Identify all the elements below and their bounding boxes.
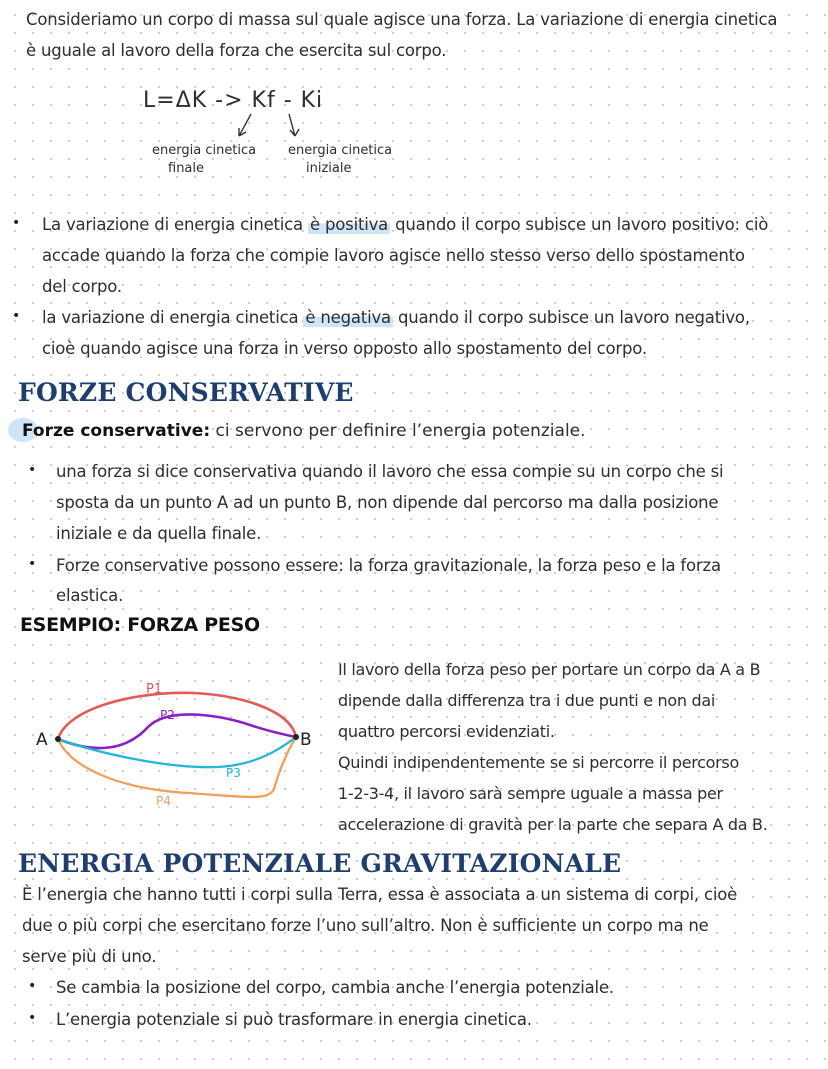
formula-arrows (225, 110, 315, 142)
highlight-positive: è positiva (310, 215, 389, 234)
formula-label-initial-1: energia cinetica (288, 143, 393, 158)
path-p4 (58, 737, 296, 797)
example-title: ESEMPIO: FORZA PESO (20, 614, 260, 636)
bullet-dot: • (28, 1010, 37, 1026)
example-text-line: accelerazione di gravità per la parte che separa A da B. (338, 815, 768, 834)
point-b-dot (293, 734, 299, 740)
kinetic-bullet-2-line-2: cioè quando agisce una forza in verso opposto allo spostamento del corpo. (42, 339, 647, 358)
section2-bullet-2: L’energia potenziale si può trasformare in energia cinetica. (56, 1010, 532, 1029)
example-text-line: dipende dalla differenza tra i due punti e non dai (338, 691, 716, 710)
label-point-b: B (300, 730, 312, 750)
section1-bullet-1-line-3: iniziale e da quella finale. (56, 524, 262, 543)
point-a-dot (55, 736, 61, 742)
section1-subtitle: Forze conservative: ci servono per definire l’energia potenziale. (22, 421, 586, 441)
label-p1: P1 (146, 682, 163, 697)
example-text (338, 654, 767, 840)
section1-bullet-2-line-1: Forze conservative possono essere: la forza gravitazionale, la forza peso e la forza (56, 556, 721, 575)
formula-label-final-1: energia cinetica (152, 143, 257, 158)
example-text-line: 1-2-3-4, il lavoro sarà sempre uguale a massa per (338, 784, 723, 803)
label-p3: P3 (226, 766, 241, 780)
example-text-line: Quindi indipendentemente se si percorre il percorso (338, 753, 739, 772)
section2-line-3: serve più di uno. (22, 947, 157, 966)
kinetic-bullet-1-line-2: accade quando la forza che compie lavoro agisce nello stesso verso dello spostamento (42, 246, 745, 265)
section-title-forze-conservative: FORZE CONSERVATIVE (18, 378, 354, 407)
formula-label-initial-2: iniziale (306, 161, 352, 176)
path-p3 (58, 737, 296, 767)
label-p2: P2 (160, 708, 175, 722)
bullet-dot: • (28, 978, 37, 994)
path-p2 (58, 714, 296, 748)
section2-line-2: due o più corpi che esercitano forze l’uno sull’altro. Non è sufficiente un corpo ma ne (22, 916, 709, 935)
kinetic-bullet-1-line-1: La variazione di energia cinetica è positiva quando il corpo subisce un lavoro positivo: ciò (42, 215, 769, 234)
bullet-dot: • (12, 215, 21, 231)
paths-diagram (28, 665, 328, 815)
formula-equation: L=ΔK -> Kf - Ki (143, 88, 324, 113)
section2-line-1: È l’energia che hanno tutti i corpi sulla Terra, essa è associata a un sistema di corpi, cioè (22, 885, 738, 904)
label-p4: P4 (156, 794, 171, 808)
example-text-line: Il lavoro della forza peso per portare un corpo da A a B (338, 660, 761, 679)
bullet-dot: • (28, 556, 37, 572)
bullet-dot: • (28, 462, 37, 478)
section-title-energia-potenziale: ENERGIA POTENZIALE GRAVITAZIONALE (18, 849, 622, 878)
section1-bullet-1-line-1: una forza si dice conservativa quando il lavoro che essa compie su un corpo che si (56, 462, 724, 481)
highlight-negative: è negativa (305, 308, 391, 327)
formula-label-final-2: finale (168, 161, 205, 176)
example-text-line: quattro percorsi evidenziati. (338, 722, 555, 741)
section1-bullet-2-line-2: elastica. (56, 586, 124, 605)
intro-line-1: Consideriamo un corpo di massa sul quale agisce una forza. La variazione di energia cinetica (26, 10, 778, 29)
section1-bullet-1-line-2: sposta da un punto A ad un punto B, non dipende dal percorso ma dalla posizione (56, 493, 719, 512)
section2-bullet-1: Se cambia la posizione del corpo, cambia anche l’energia potenziale. (56, 978, 614, 997)
label-point-a: A (36, 730, 48, 750)
bullet-dot: • (12, 308, 21, 324)
intro-line-2: è uguale al lavoro della forza che esercita sul corpo. (26, 41, 447, 60)
kinetic-bullet-2-line-1: la variazione di energia cinetica è negativa quando il corpo subisce un lavoro negativo, (42, 308, 750, 327)
kinetic-bullet-1-line-3: del corpo. (42, 277, 122, 296)
